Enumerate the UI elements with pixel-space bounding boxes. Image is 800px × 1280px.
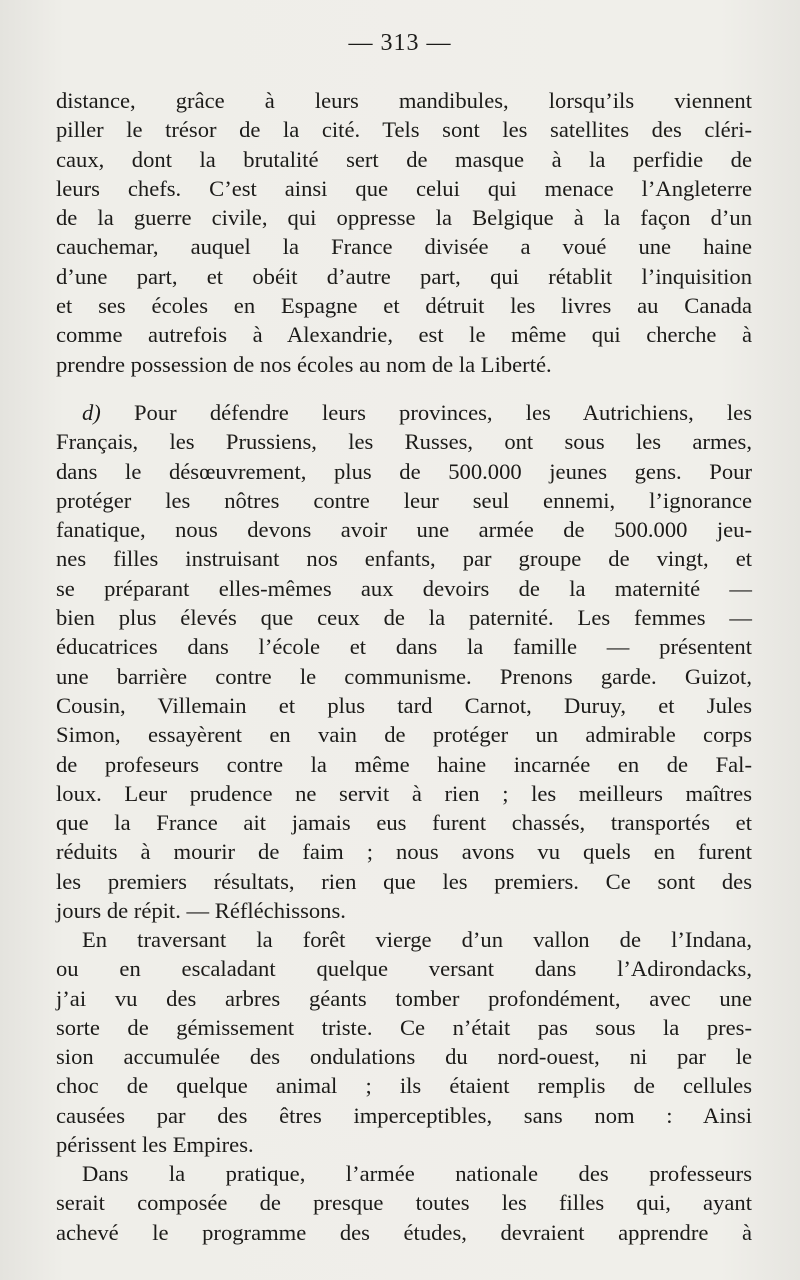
text-line: caux, dont la brutalité sert de masque à la perfidie de (56, 146, 752, 172)
paragraph-item-d (56, 398, 752, 925)
text-line: choc de quelque animal ; ils étaient remplis de cellules (56, 1073, 752, 1099)
text-line: sorte de gémissement triste. Ce n’était pas sous la pres- (56, 1014, 752, 1040)
text-line: que la France ait jamais eus furent chassés, transportés et (56, 810, 752, 836)
text-line: de profeseurs contre la même haine incarnée en de Fal- (56, 751, 752, 777)
text-line: leurs chefs. C’est ainsi que celui qui menace l’Angleterre (56, 175, 752, 201)
text-line: jours de répit. — Réfléchissons. (56, 898, 346, 924)
text-line: de la guerre civile, qui oppresse la Belgique à la façon d’un (56, 205, 752, 231)
text-line-first (56, 398, 752, 427)
paragraph-forest (56, 925, 752, 1159)
page-number: — 313 — (348, 30, 452, 56)
text-line: une barrière contre le communisme. Prenons garde. Guizot, (56, 663, 752, 689)
text-line: j’ai vu des arbres géants tomber profondément, avec une (56, 985, 752, 1011)
text-line: achevé le programme des études, devraient apprendre à (56, 1219, 752, 1245)
text-line-rest: Pour défendre leurs provinces, les Autrichiens, les (133, 400, 752, 425)
text-line: Cousin, Villemain et plus tard Carnot, Duruy, et Jules (56, 692, 752, 718)
text-line: les premiers résultats, rien que les premiers. Ce sont des (56, 868, 752, 894)
text-line: comme autrefois à Alexandrie, est le même qui cherche à (56, 322, 752, 348)
text-line: et ses écoles en Espagne et détruit les livres au Canada (56, 293, 752, 319)
text-line: nes filles instruisant nos enfants, par groupe de vingt, et (56, 546, 752, 572)
text-line: fanatique, nous devons avoir une armée de 500.000 jeu- (56, 517, 752, 543)
text-line: réduits à mourir de faim ; nous avons vu quels en furent (56, 839, 752, 865)
item-letter: d) (82, 400, 101, 425)
text-line: éducatrices dans l’école et dans la famille — présentent (56, 634, 752, 660)
text-line: prendre possession de nos écoles au nom de la Liberté. (56, 351, 552, 377)
text-line: Français, les Prussiens, les Russes, ont sous les armes, (56, 429, 752, 455)
text-line: loux. Leur prudence ne servit à rien ; les meilleurs maîtres (56, 780, 752, 806)
text-line: En traversant la forêt vierge d’un vallon de l’Indana, (82, 927, 752, 952)
text-line: sion accumulée des ondulations du nord-ouest, ni par le (56, 1044, 752, 1070)
text-line: causées par des êtres imperceptibles, sans nom : Ainsi (56, 1102, 752, 1128)
text-line: serait composée de presque toutes les filles qui, ayant (56, 1190, 752, 1216)
text-line: distance, grâce à leurs mandibules, lorsqu’ils viennent (56, 88, 752, 113)
paragraph-continuation (56, 86, 752, 379)
text-line: d’une part, et obéit d’autre part, qui rétablit l’inquisition (56, 263, 752, 289)
text-line: protéger les nôtres contre leur seul ennemi, l’ignorance (56, 487, 752, 513)
paragraph-practice (56, 1159, 752, 1247)
text-line: bien plus élevés que ceux de la paternité. Les femmes — (56, 605, 752, 631)
text-line: dans le désœuvrement, plus de 500.000 jeunes gens. Pour (56, 458, 752, 484)
text-line: cauchemar, auquel la France divisée a voué une haine (56, 234, 752, 260)
text-line: Simon, essayèrent en vain de protéger un admirable corps (56, 722, 752, 748)
text-line: piller le trésor de la cité. Tels sont les satellites des cléri- (56, 117, 752, 143)
text-line: Dans la pratique, l’armée nationale des professeurs (82, 1161, 752, 1186)
text-line: ou en escaladant quelque versant dans l’Adirondacks, (56, 956, 752, 982)
text-line: se préparant elles-mêmes aux devoirs de la maternité — (56, 575, 752, 601)
text-line: périssent les Empires. (56, 1132, 254, 1158)
